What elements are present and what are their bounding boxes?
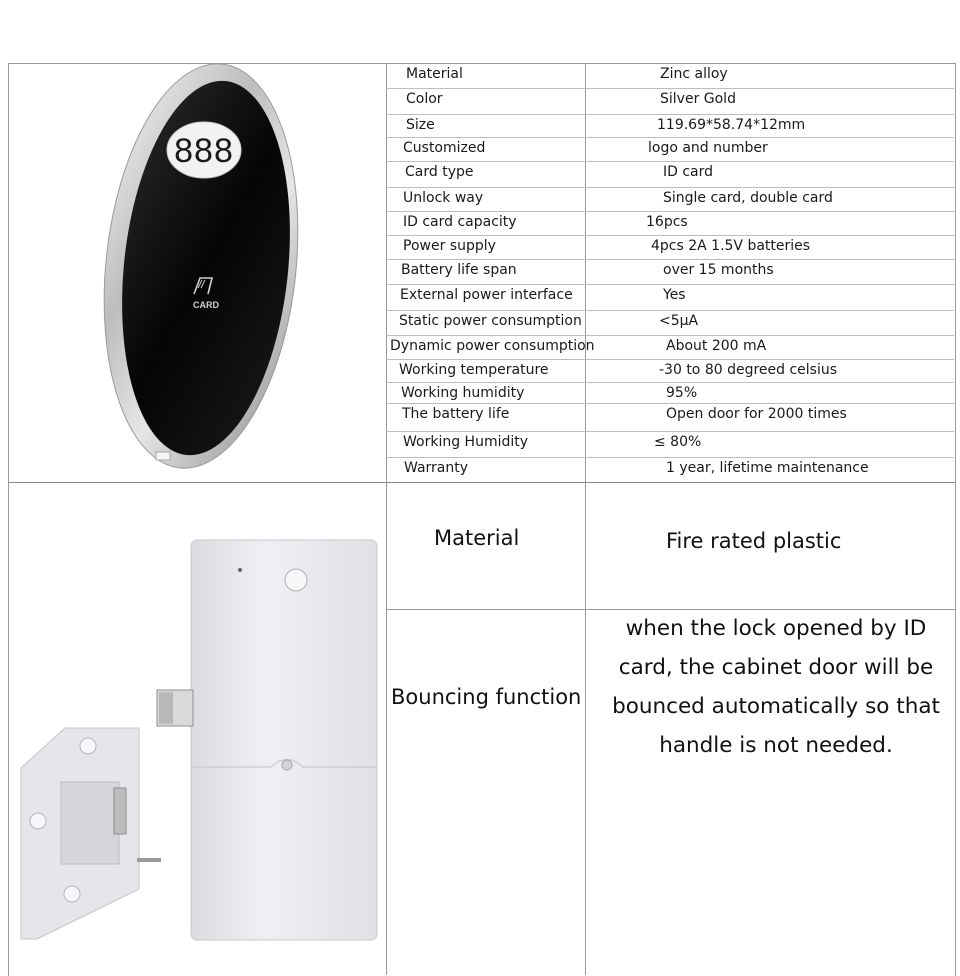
row-separator	[386, 114, 954, 115]
spec-value: 119.69*58.74*12mm	[657, 117, 806, 133]
spec-label: Working temperature	[399, 362, 549, 378]
bouncing-value: when the lock opened by ID card, the cabinet door will be bounced automatically so that handle is not needed.	[612, 616, 940, 758]
col-divider-spec	[585, 63, 586, 975]
material-label: Material	[434, 526, 520, 550]
spec-label: Static power consumption	[399, 313, 582, 329]
row-separator	[386, 403, 954, 404]
spec-label: Customized	[403, 140, 486, 156]
bouncing-label: Bouncing function	[391, 685, 582, 709]
spec-value: About 200 mA	[666, 338, 767, 354]
spec-value: ID card	[663, 164, 714, 180]
spec-label: Color	[406, 91, 443, 107]
spec-value: 95%	[666, 385, 698, 401]
row-separator	[386, 382, 954, 383]
row-separator	[386, 88, 954, 89]
spec-label: Warranty	[404, 460, 469, 476]
row-separator	[386, 211, 954, 212]
col-divider-image	[386, 63, 387, 975]
spec-value: Single card, double card	[663, 190, 833, 206]
spec-value: <5μA	[659, 313, 699, 329]
spec-value: 4pcs 2A 1.5V batteries	[651, 238, 811, 254]
spec-value: Silver Gold	[660, 91, 736, 107]
spec-label: Dynamic power consumption	[390, 338, 595, 354]
row-separator	[386, 187, 954, 188]
row-separator	[386, 310, 954, 311]
lock-body	[191, 540, 377, 940]
spec-label: The battery life	[402, 406, 510, 422]
spec-label: Card type	[405, 164, 474, 180]
row-separator	[386, 284, 954, 285]
spec-label: Working Humidity	[403, 434, 529, 450]
spec-label: External power interface	[400, 287, 573, 303]
spec-value: -30 to 80 degreed celsius	[659, 362, 838, 378]
row-separator	[386, 359, 954, 360]
row-separator	[386, 335, 954, 336]
spec-value: 1 year, lifetime maintenance	[666, 460, 869, 476]
spec-value: 16pcs	[646, 214, 688, 230]
section-divider	[8, 482, 955, 483]
spec-label: Working humidity	[401, 385, 525, 401]
spec-value: Zinc alloy	[660, 66, 728, 82]
row-separator	[386, 431, 954, 432]
row-separator	[386, 457, 954, 458]
spec-value: Open door for 2000 times	[666, 406, 847, 422]
spec-label: Unlock way	[403, 190, 484, 206]
material-value: Fire rated plastic	[666, 529, 842, 553]
row-separator	[386, 137, 954, 138]
spec-label: Power supply	[403, 238, 496, 254]
lock-back-image	[9, 484, 385, 974]
spec-label: Size	[406, 117, 435, 133]
spec-value: Yes	[663, 287, 686, 303]
card-logo-text: CARD	[193, 300, 219, 310]
spec-label: Material	[406, 66, 463, 82]
spec-label: Battery life span	[401, 262, 517, 278]
row-separator	[386, 235, 954, 236]
spec-value: ≤ 80%	[654, 434, 702, 450]
lock-front-image	[9, 64, 385, 482]
spec-label: ID card capacity	[403, 214, 517, 230]
spec-value: over 15 months	[663, 262, 774, 278]
row-separator	[386, 161, 954, 162]
display-number: 888	[174, 132, 234, 170]
spec-value: logo and number	[648, 140, 768, 156]
row-separator	[386, 259, 954, 260]
